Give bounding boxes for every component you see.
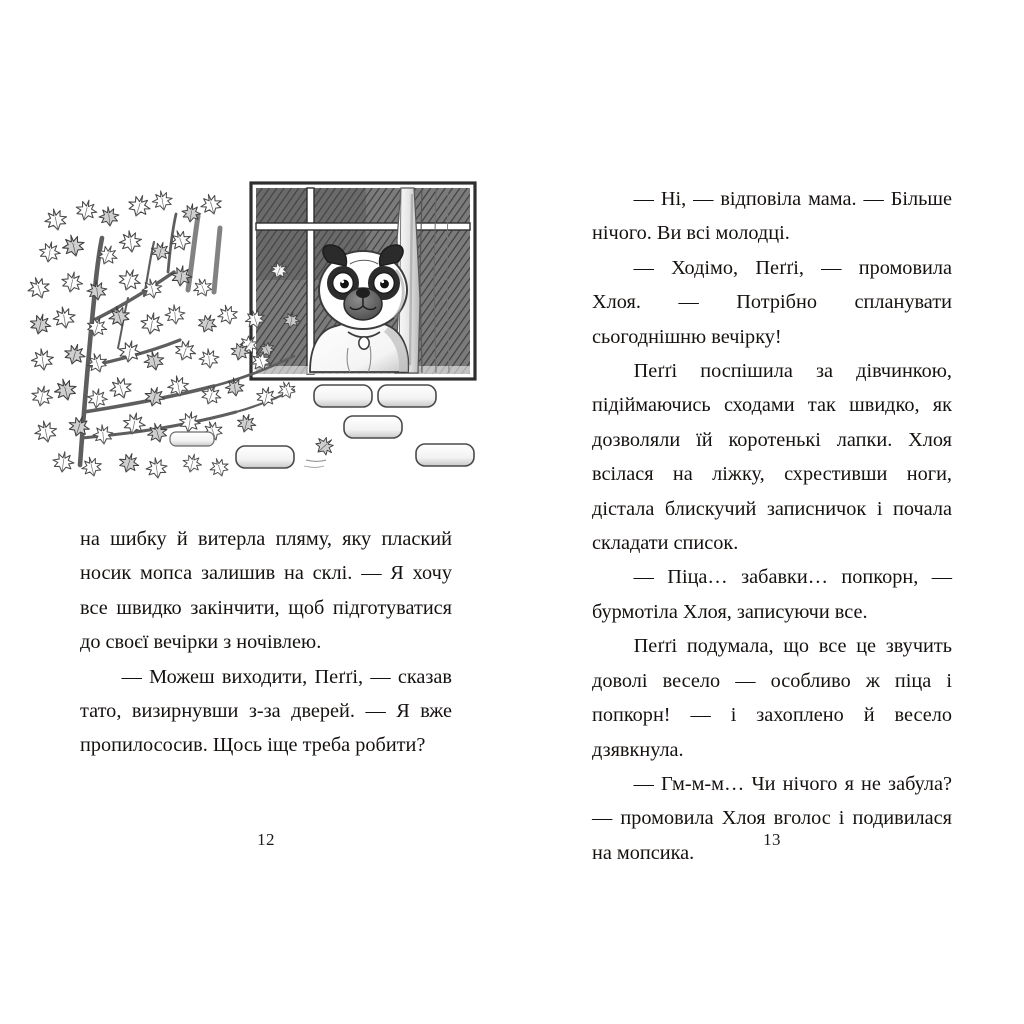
right-page-text-column xyxy=(592,182,952,870)
pug-at-window-illustration xyxy=(18,180,478,480)
blowing-leaf xyxy=(304,433,338,468)
page-number-left: 12 xyxy=(257,830,275,849)
paragraph: Пеґґі подумала, що все це звучить доволі весело — особливо ж піца і попкорн! — і захоплено й весело дзявкнула. xyxy=(592,635,952,761)
page-number-right: 13 xyxy=(763,830,781,849)
paragraph: Пеґґі поспішила за дівчинкою, підіймаючись сходами так швидко, як дозволяли їй коротенькі лапки. Хлоя всілася на ліжку, схрестивши ноги, дістала блискучий записничок і почала складати список. xyxy=(592,360,952,555)
left-page-text-column xyxy=(80,522,452,763)
paragraph: — Ходімо, Пеґґі, — промовила Хлоя. — Потрібно спланувати сьогоднішню вечірку! xyxy=(592,256,952,348)
paragraph: на шибку й витерла пляму, яку плаский носик мопса залишив на склі. — Я хочу все швидко закінчити, щоб підготуватися до своєї вечірки з ночівлею. xyxy=(80,528,452,654)
paragraph: — Можеш виходити, Пеґґі, — сказав тато, визирнувши з-за дверей. — Я вже пропилососив. Щось іще треба робити? xyxy=(80,665,452,757)
paragraph: — Гм-м-м… Чи нічого я не забула? — промовила Хлоя вголос і подивилася на мопсика. xyxy=(592,772,952,864)
paragraph: — Піца… забавки… попкорн, — бурмотіла Хлоя, записуючи все. xyxy=(592,566,952,623)
paragraph: — Ні, — відповіла мама. — Більше нічого. Ви всі молодці. xyxy=(592,188,952,245)
